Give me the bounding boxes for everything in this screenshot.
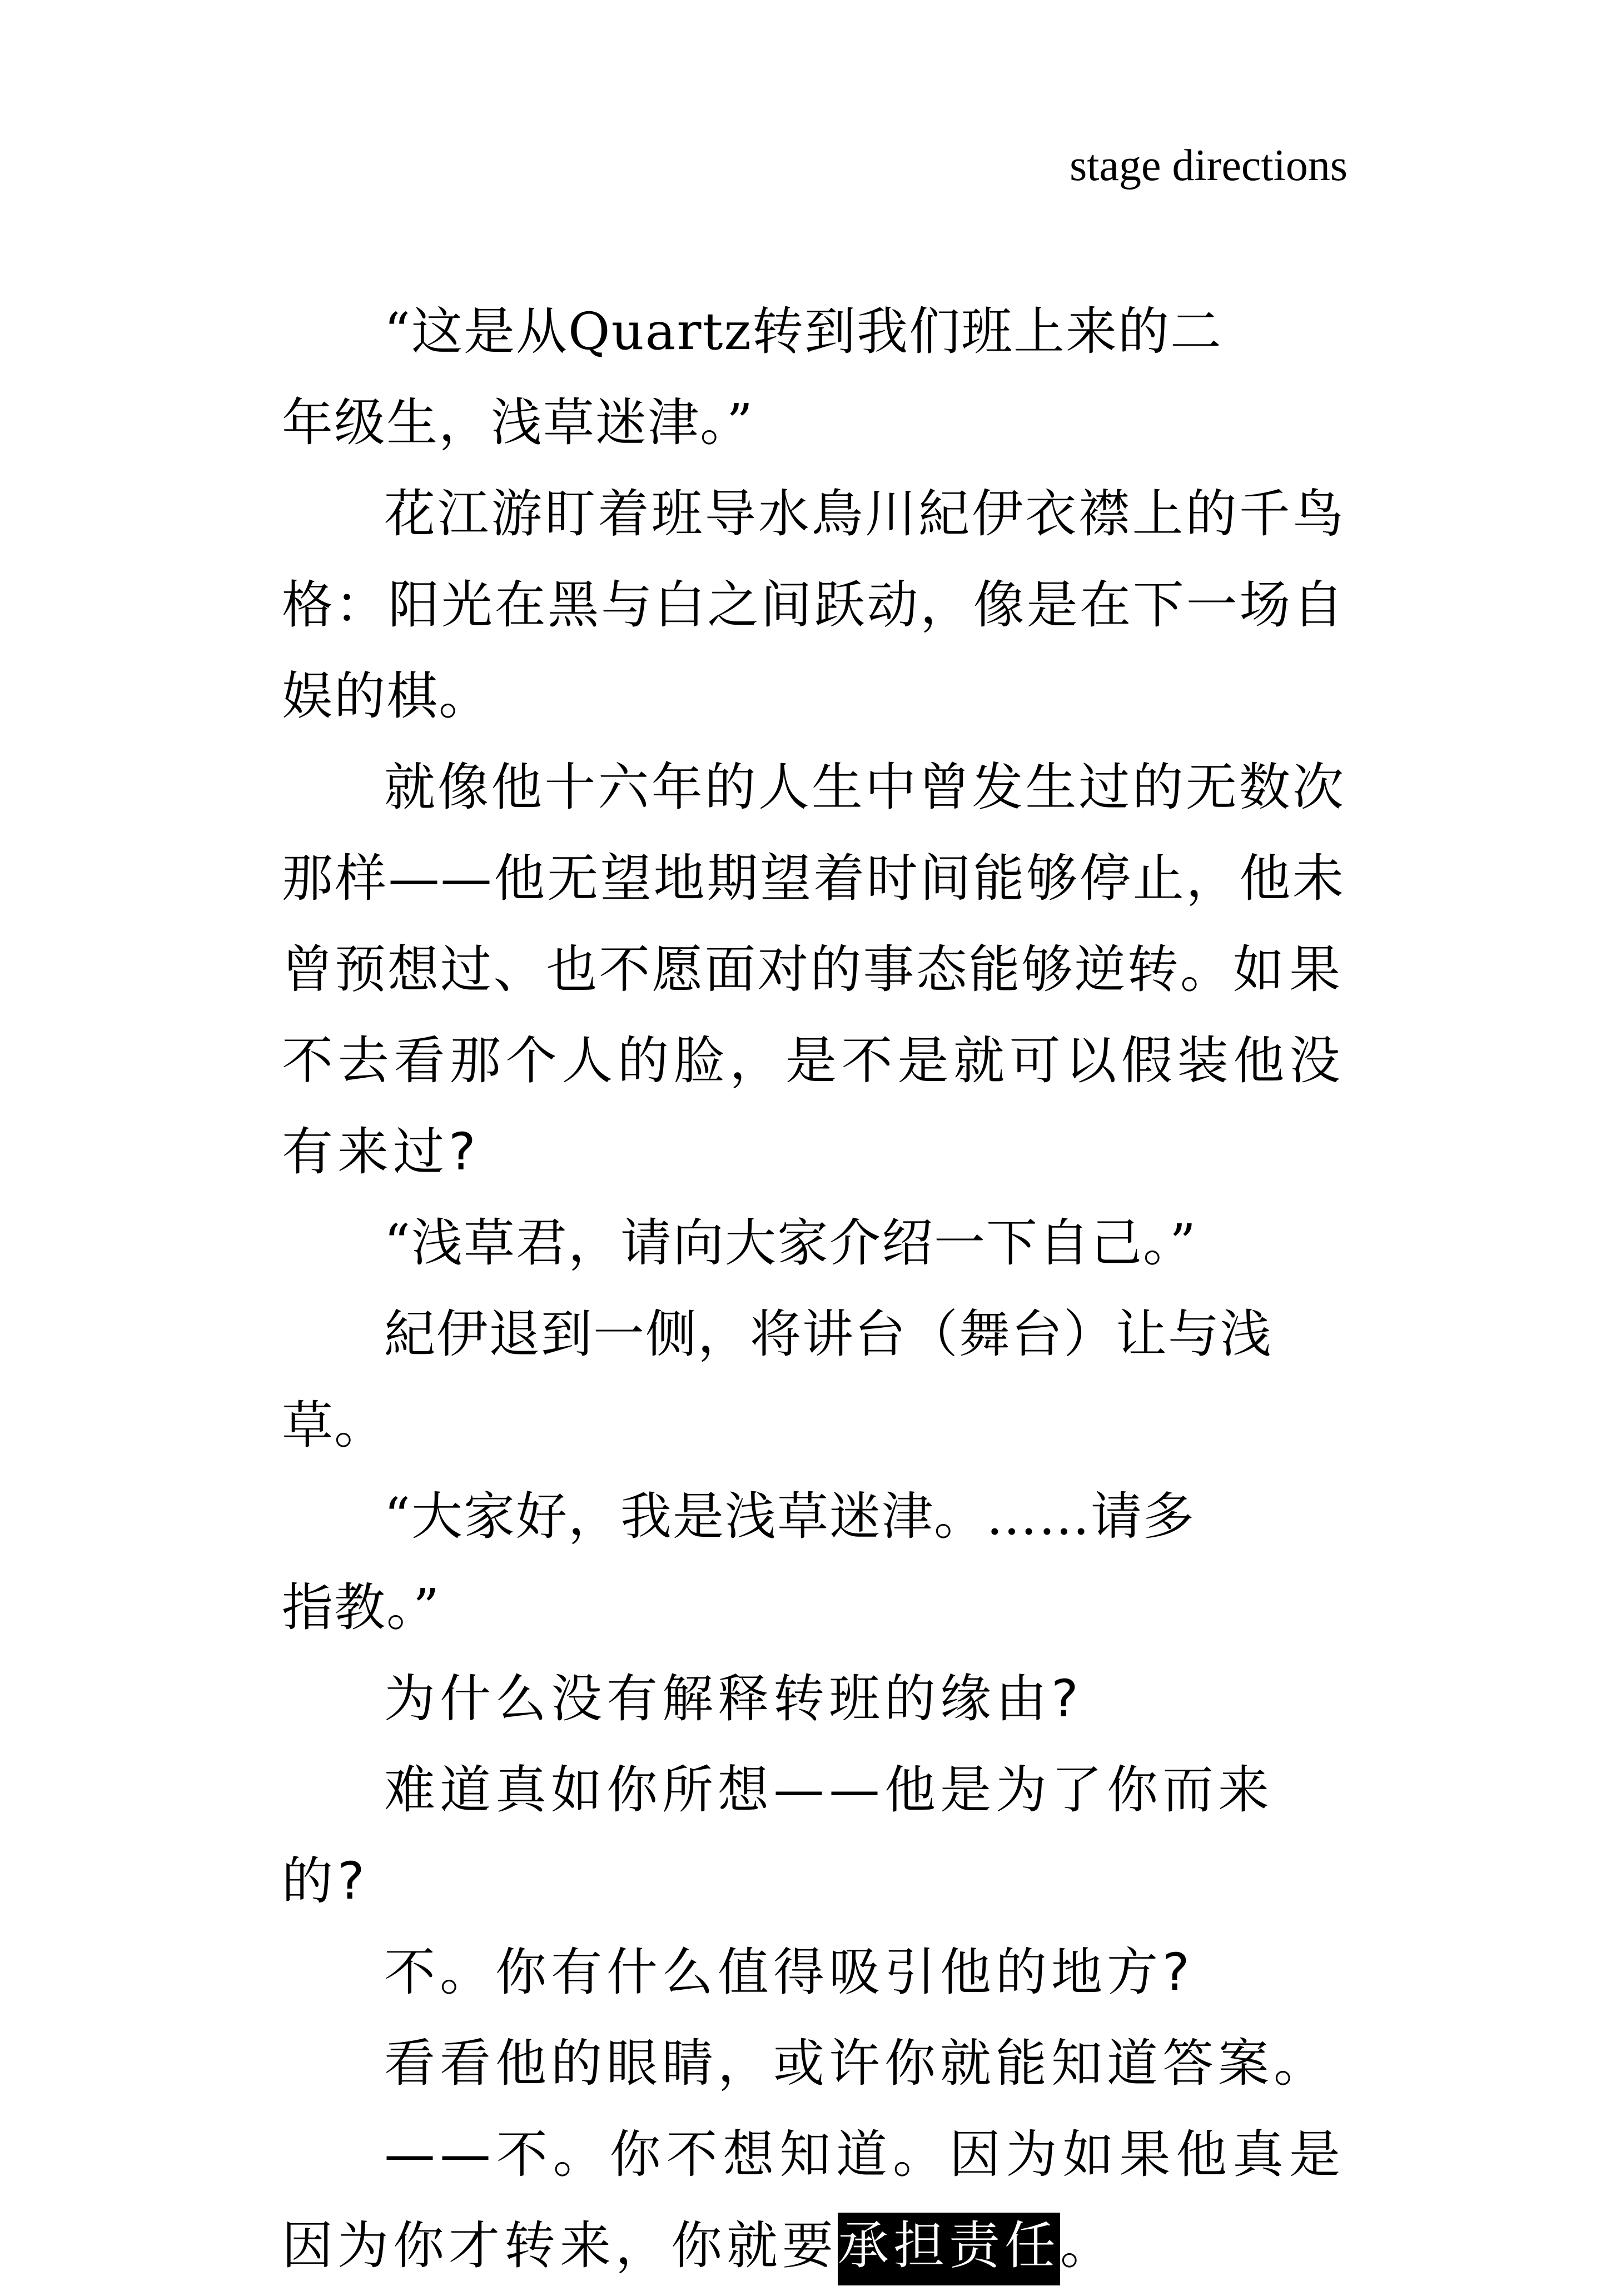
inner-monologue: 为什么没有解释转班的缘由? [384,1669,1083,1729]
page-header: stage directions [1070,141,1347,190]
paragraph-9 [282,1927,1345,2018]
paragraph-text: “大家好，我是浅草迷津。……请多指教。” [282,1487,1196,1637]
inner-monologue: ——不。你不想知道。因为如果他真是因为你才转来，你就要 [282,2125,1345,2275]
paragraph-4 [282,1198,1345,1289]
paragraph-text: 花江游盯着班导水鳥川紀伊衣襟上的千鸟格：阳光在黑与白之间跃动，像是在下一场自娱的棋。 [282,484,1345,726]
paragraph-10 [282,2018,1345,2109]
paragraph-text: 紀伊退到一侧，将讲台（舞台）让与浅草。 [282,1304,1273,1455]
paragraph-text: 就像他十六年的人生中曾发生过的无数次那样——他无望地期望着时间能够停止，他未曾预想过、也不愿面对的事态能够逆转。 [282,758,1345,999]
paragraph-text: “浅草君，请向大家介绍一下自己。” [384,1213,1197,1273]
paragraph-text: “这是从Quartz转到我们班上来的二年级生，浅草迷津。” [282,302,1222,452]
paragraph-3 [282,742,1345,1198]
paragraph-6 [282,1471,1227,1653]
paragraph-8 [282,1745,1345,1927]
paragraph-7 [282,1653,1345,1745]
inner-monologue: 如果不去看那个人的脸，是不是就可以假装他没有来过? [282,940,1345,1182]
inner-monologue: 不。你有什么值得吸引他的地方? [384,1943,1194,2002]
inner-monologue: 看看他的眼睛，或许你就能知道答案。 [384,2034,1330,2093]
highlighted-phrase: 承担责任 [838,2213,1060,2285]
body-text [282,286,1345,2292]
inner-monologue: 难道真如你所想——他是为了你而来的? [282,1760,1274,1911]
paragraph-5 [282,1289,1345,1471]
inner-monologue-tail: 。 [1060,2216,1116,2275]
paragraph-11 [282,2109,1345,2292]
paragraph-2 [282,469,1345,742]
paragraph-1 [282,286,1227,469]
